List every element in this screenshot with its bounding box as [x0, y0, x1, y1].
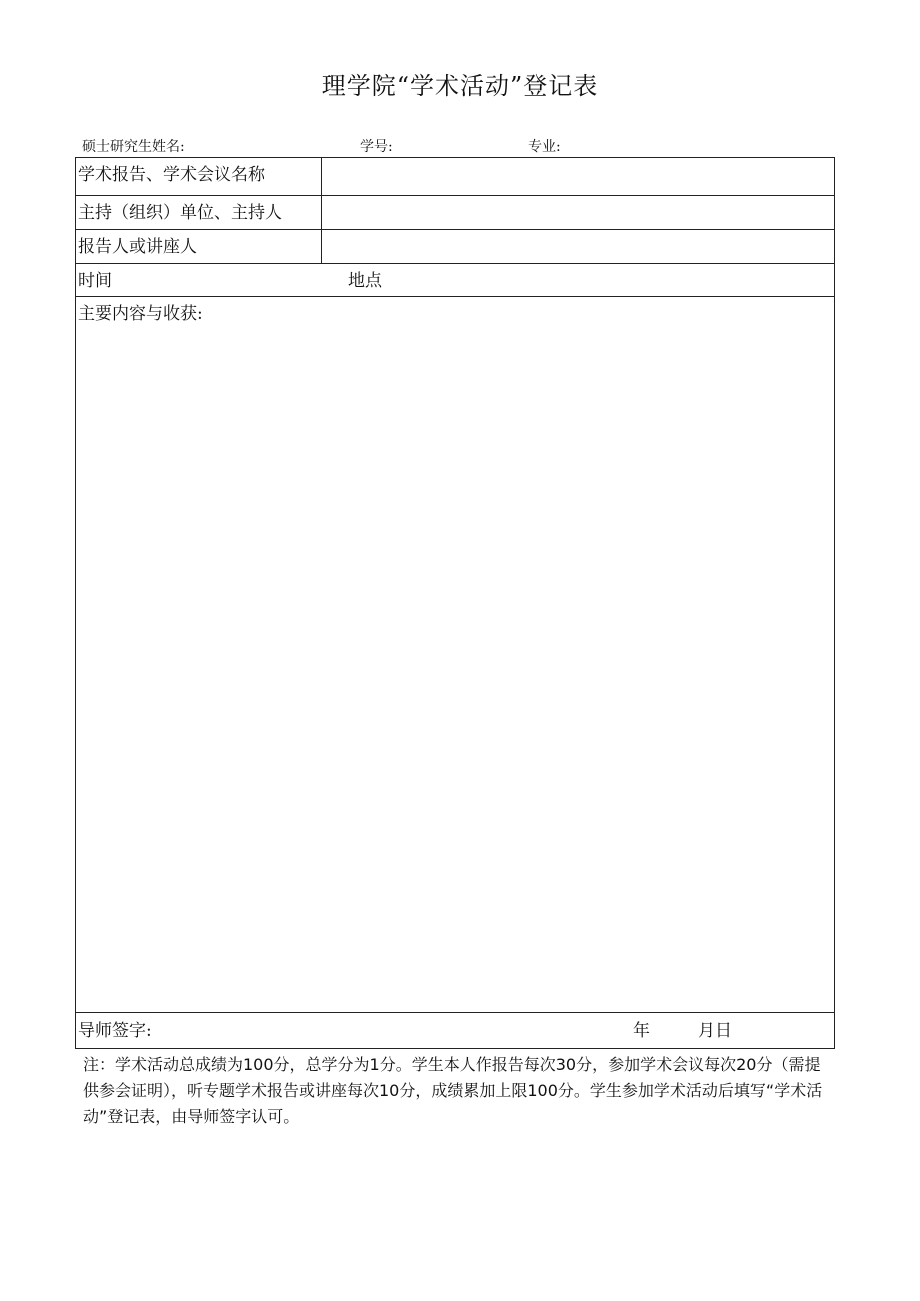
- major-label: 专业:: [528, 139, 561, 155]
- advisor-signature-label: 导师签字:: [78, 1021, 152, 1041]
- form-title: 理学院“学术活动”登记表: [321, 72, 599, 100]
- month-day-label: 月日: [698, 1021, 732, 1041]
- content-row[interactable]: [76, 297, 834, 1013]
- student-id-label: 学号:: [360, 139, 393, 155]
- time-label: 时间: [78, 271, 112, 291]
- organizer-field[interactable]: [321, 196, 322, 229]
- student-name-label: 硕士研究生姓名:: [82, 139, 185, 155]
- speaker-row: [76, 230, 834, 264]
- advisor-signature-row[interactable]: [76, 1013, 834, 1050]
- time-place-row[interactable]: [76, 264, 834, 297]
- student-info-row: [0, 136, 920, 156]
- registration-form-table: [75, 157, 835, 1049]
- speaker-label: 报告人或讲座人: [78, 237, 197, 257]
- form-note: 注：学术活动总成绩为100分，总学分为1分。学生本人作报告每次30分，参加学术会议每次20分（需提供参会证明），听专题学术报告或讲座每次10分，成绩累加上限100分。学生参加学术活动后填写“学术活动”登记表，由导师签字认可。: [83, 1055, 823, 1126]
- activity-name-field[interactable]: [321, 158, 322, 195]
- organizer-label: 主持（组织）单位、主持人: [78, 203, 282, 223]
- activity-name-row: [76, 158, 834, 196]
- content-label: 主要内容与收获:: [78, 304, 203, 324]
- activity-name-label: 学术报告、学术会议名称: [78, 165, 265, 185]
- place-label: 地点: [348, 271, 382, 291]
- speaker-field[interactable]: [321, 230, 322, 263]
- year-label: 年: [633, 1021, 650, 1041]
- organizer-row: [76, 196, 834, 230]
